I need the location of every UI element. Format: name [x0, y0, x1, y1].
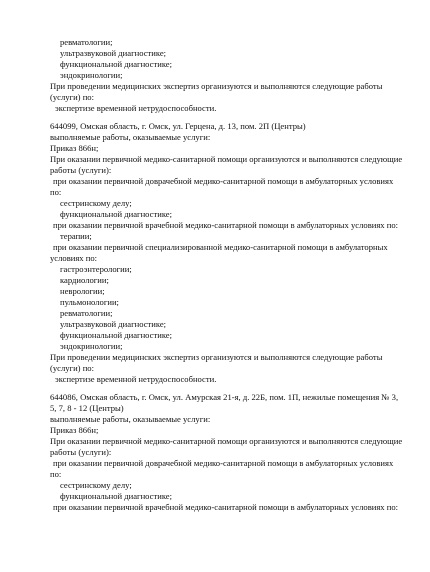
document-line: выполняемые работы, оказываемые услуги:: [50, 414, 211, 424]
document-line: При проведении медицинских экспертиз организуются и выполняются следующие работы: [50, 352, 383, 362]
document-line: при оказании первичной врачебной медико-санитарной помощи в амбулаторных условиях по:: [53, 502, 399, 512]
document-line: эндокринологии;: [60, 341, 123, 351]
document-line: 644099, Омская область, г. Омск, ул. Герцена, д. 13, пом. 2П (Центры): [50, 121, 306, 131]
document-line: При проведении медицинских экспертиз организуются и выполняются следующие работы: [50, 81, 383, 91]
document-line: функциональной диагностике;: [60, 59, 173, 69]
document-line: гастроэнтерологии;: [60, 264, 132, 274]
document-line: по:: [50, 187, 62, 197]
document-line: ультразвуковой диагностике;: [60, 319, 167, 329]
document-line: ревматологии;: [60, 37, 113, 47]
document-line: функциональной диагностике;: [60, 330, 173, 340]
document-line: при оказании первичной доврачебной медико-санитарной помощи в амбулаторных условиях: [53, 458, 394, 468]
document-line: эндокринологии;: [60, 70, 123, 80]
document-line: неврологии;: [60, 286, 105, 296]
document-line: Приказ 866н;: [50, 425, 99, 435]
document-line: пульмонологии;: [60, 297, 119, 307]
document-line: при оказании первичной врачебной медико-санитарной помощи в амбулаторных условиях по:: [53, 220, 399, 230]
document-line: работы (услуги):: [50, 165, 112, 175]
document-line: Приказ 866н;: [50, 143, 99, 153]
document-line: по:: [50, 469, 62, 479]
document-line: сестринскому делу;: [60, 480, 132, 490]
document-line: кардиологии;: [60, 275, 109, 285]
document-line: условиях по:: [50, 253, 98, 263]
document-line: (услуги) по:: [50, 92, 94, 102]
document-line: экспертизе временной нетрудоспособности.: [55, 103, 217, 113]
document-line: при оказании первичной доврачебной медико-санитарной помощи в амбулаторных условиях: [53, 176, 394, 186]
document-line: функциональной диагностике;: [60, 491, 173, 501]
document-line: при оказании первичной специализированной медико-санитарной помощи в амбулаторных: [53, 242, 388, 252]
document-line: сестринскому делу;: [60, 198, 132, 208]
document-line: функциональной диагностике;: [60, 209, 173, 219]
document-line: ультразвуковой диагностике;: [60, 48, 167, 58]
document-line: 5, 7, 8 - 12 (Центры): [50, 403, 124, 413]
document-line: работы (услуги):: [50, 447, 112, 457]
document-line: При оказании первичной медико-санитарной помощи организуются и выполняются следующие: [50, 154, 403, 164]
document-line: (услуги) по:: [50, 363, 94, 373]
document-line: терапии;: [60, 231, 92, 241]
document-line: ревматологии;: [60, 308, 113, 318]
document-line: выполняемые работы, оказываемые услуги:: [50, 132, 211, 142]
document-line: При оказании первичной медико-санитарной помощи организуются и выполняются следующие: [50, 436, 403, 446]
document-line: 644086, Омская область, г. Омск, ул. Амурская 21-я, д. 22Б, пом. 1П, нежилые помещения № 3,: [50, 392, 399, 402]
document-line: экспертизе временной нетрудоспособности.: [55, 374, 217, 384]
